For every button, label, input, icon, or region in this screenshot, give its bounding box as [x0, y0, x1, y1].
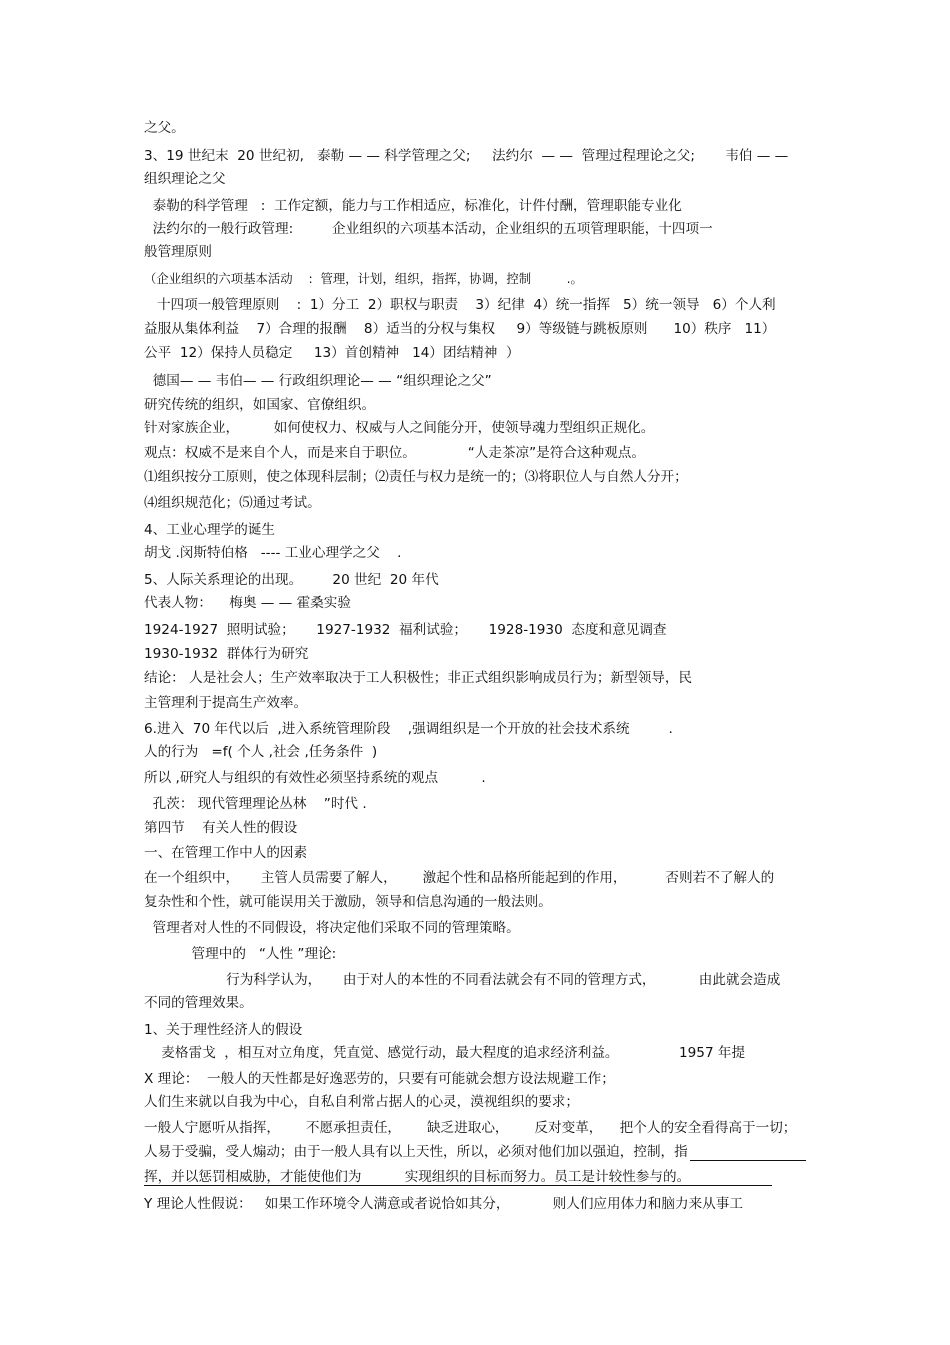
text-line: 管理中的 “人性 ”理论:	[144, 946, 337, 962]
text-line: 6.进入 70 年代以后 ,进入系统管理阶段 ,强调组织是一个开放的社会技术系统 .	[144, 721, 673, 737]
text-line: 人易于受骗，受人煽动；由于一般人具有以上天性，所以，必须对他们加以强迫，控制，指	[144, 1144, 688, 1160]
text-line: 一般人宁愿听从指挥， 不愿承担责任， 缺乏进取心， 反对变革， 把个人的安全看得高于一切；	[144, 1120, 797, 1136]
text-line: 十四项一般管理原则 : 1）分工 2）职权与职责 3）纪律 4）统一指挥 5）统一领导 6）个人利	[144, 297, 776, 313]
text-line: 研究传统的组织，如国家、官僚组织。	[144, 397, 376, 413]
text-line: 泰勒的科学管理 : 工作定额，能力与工作相适应，标准化，计件付酬，管理职能专业化	[144, 198, 682, 214]
text-line: 主管理利于提高生产效率。	[144, 695, 308, 711]
text-line: 益服从集体利益 7）合理的报酬 8）适当的分权与集权 9）等级链与跳板原则 10）秩序 11）	[144, 321, 776, 337]
text-line: X 理论： 一般人的天性都是好逸恶劳的，只要有可能就会想方设法规避工作；	[144, 1071, 615, 1087]
text-line: 之父。	[144, 120, 185, 136]
text-line: 人的行为 =f( 个人 ,社会 ,任务条件 )	[144, 744, 378, 760]
text-line: （企业组织的六项基本活动 : 管理，计划，组织，指挥，协调，控制 .。	[144, 271, 583, 286]
underline-rule	[144, 1185, 772, 1186]
text-line: 观点：权威不是来自个人，而是来自于职位。 “人走茶凉”是符合这种观点。	[144, 445, 645, 461]
text-line: 3、19 世纪末 20 世纪初, 泰勒 — — 科学管理之父; 法约尔 — — 管理过程理论之父; 韦伯 — —	[144, 148, 789, 164]
text-line: 5、人际关系理论的出现。 20 世纪 20 年代	[144, 572, 439, 588]
text-line: 在一个组织中， 主管人员需要了解人， 激起个性和品格所能起到的作用， 否则若不了解人的	[144, 870, 775, 886]
text-line: 麦格雷戈 ，相互对立角度，凭直觉、感觉行动，最大程度的追求经济利益。 1957 年提	[144, 1045, 746, 1061]
text-line: 公平 12）保持人员稳定 13）首创精神 14）团结精神 ）	[144, 345, 520, 361]
text-line: 代表人物： 梅奥 — — 霍桑实验	[144, 595, 351, 611]
text-line: 孔茨： 现代管理理论丛林 ”时代 .	[144, 796, 367, 812]
text-line: 人们生来就以自我为中心，自私自利常占据人的心灵，漠视组织的要求；	[144, 1094, 579, 1110]
text-line: ⑷组织规范化；⑸通过考试。	[144, 495, 321, 511]
text-line: ⑴组织按分工原则，使之体现科层制；⑵责任与权力是统一的；⑶将职位人与自然人分开；	[144, 469, 688, 485]
text-line: 结论： 人是社会人；生产效率取决于工人积极性；非正式组织影响成员行为；新型领导，民	[144, 670, 693, 686]
text-line: 1、关于理性经济人的假设	[144, 1022, 303, 1038]
text-line: 一、在管理工作中人的因素	[144, 845, 308, 861]
text-line: 行为科学认为， 由于对人的本性的不同看法就会有不同的管理方式， 由此就会造成	[144, 972, 781, 988]
text-line: 4、工业心理学的诞生	[144, 522, 275, 538]
text-line: Y 理论人性假说： 如果工作环境令人满意或者说恰如其分， 则人们应用体力和脑力来从事工	[144, 1196, 743, 1212]
text-line: 挥，并以惩罚相威胁，才能使他们为 实现组织的目标而努力。员工是计较性参与的。	[144, 1169, 691, 1185]
text-line: 复杂性和个性，就可能误用关于激励，领导和信息沟通的一般法则。	[144, 894, 552, 910]
text-line: 所以 ,研究人与组织的有效性必须坚持系统的观点 .	[144, 770, 486, 786]
text-line: 针对家族企业， 如何使权力、权威与人之间能分开，使领导魂力型组织正规化。	[144, 420, 655, 436]
text-line: 组织理论之父	[144, 171, 226, 187]
text-line: 1930-1932 群体行为研究	[144, 646, 309, 662]
underline-rule	[690, 1160, 806, 1161]
text-line: 不同的管理效果。	[144, 995, 253, 1011]
text-line: 胡戈 .闵斯特伯格 ---- 工业心理学之父 .	[144, 545, 402, 561]
text-line: 管理者对人性的不同假设，将决定他们采取不同的管理策略。	[144, 920, 520, 936]
text-line: 德国— — 韦伯— — 行政组织理论— — “组织理论之父”	[144, 373, 492, 389]
text-line: 1924-1927 照明试验； 1927-1932 福利试验； 1928-1930 态度和意见调查	[144, 622, 667, 638]
text-line: 法约尔的一般行政管理: 企业组织的六项基本活动，企业组织的五项管理职能，十四项一	[144, 221, 713, 237]
section-heading: 第四节 有关人性的假设	[144, 820, 298, 836]
text-line: 般管理原则	[144, 244, 212, 260]
